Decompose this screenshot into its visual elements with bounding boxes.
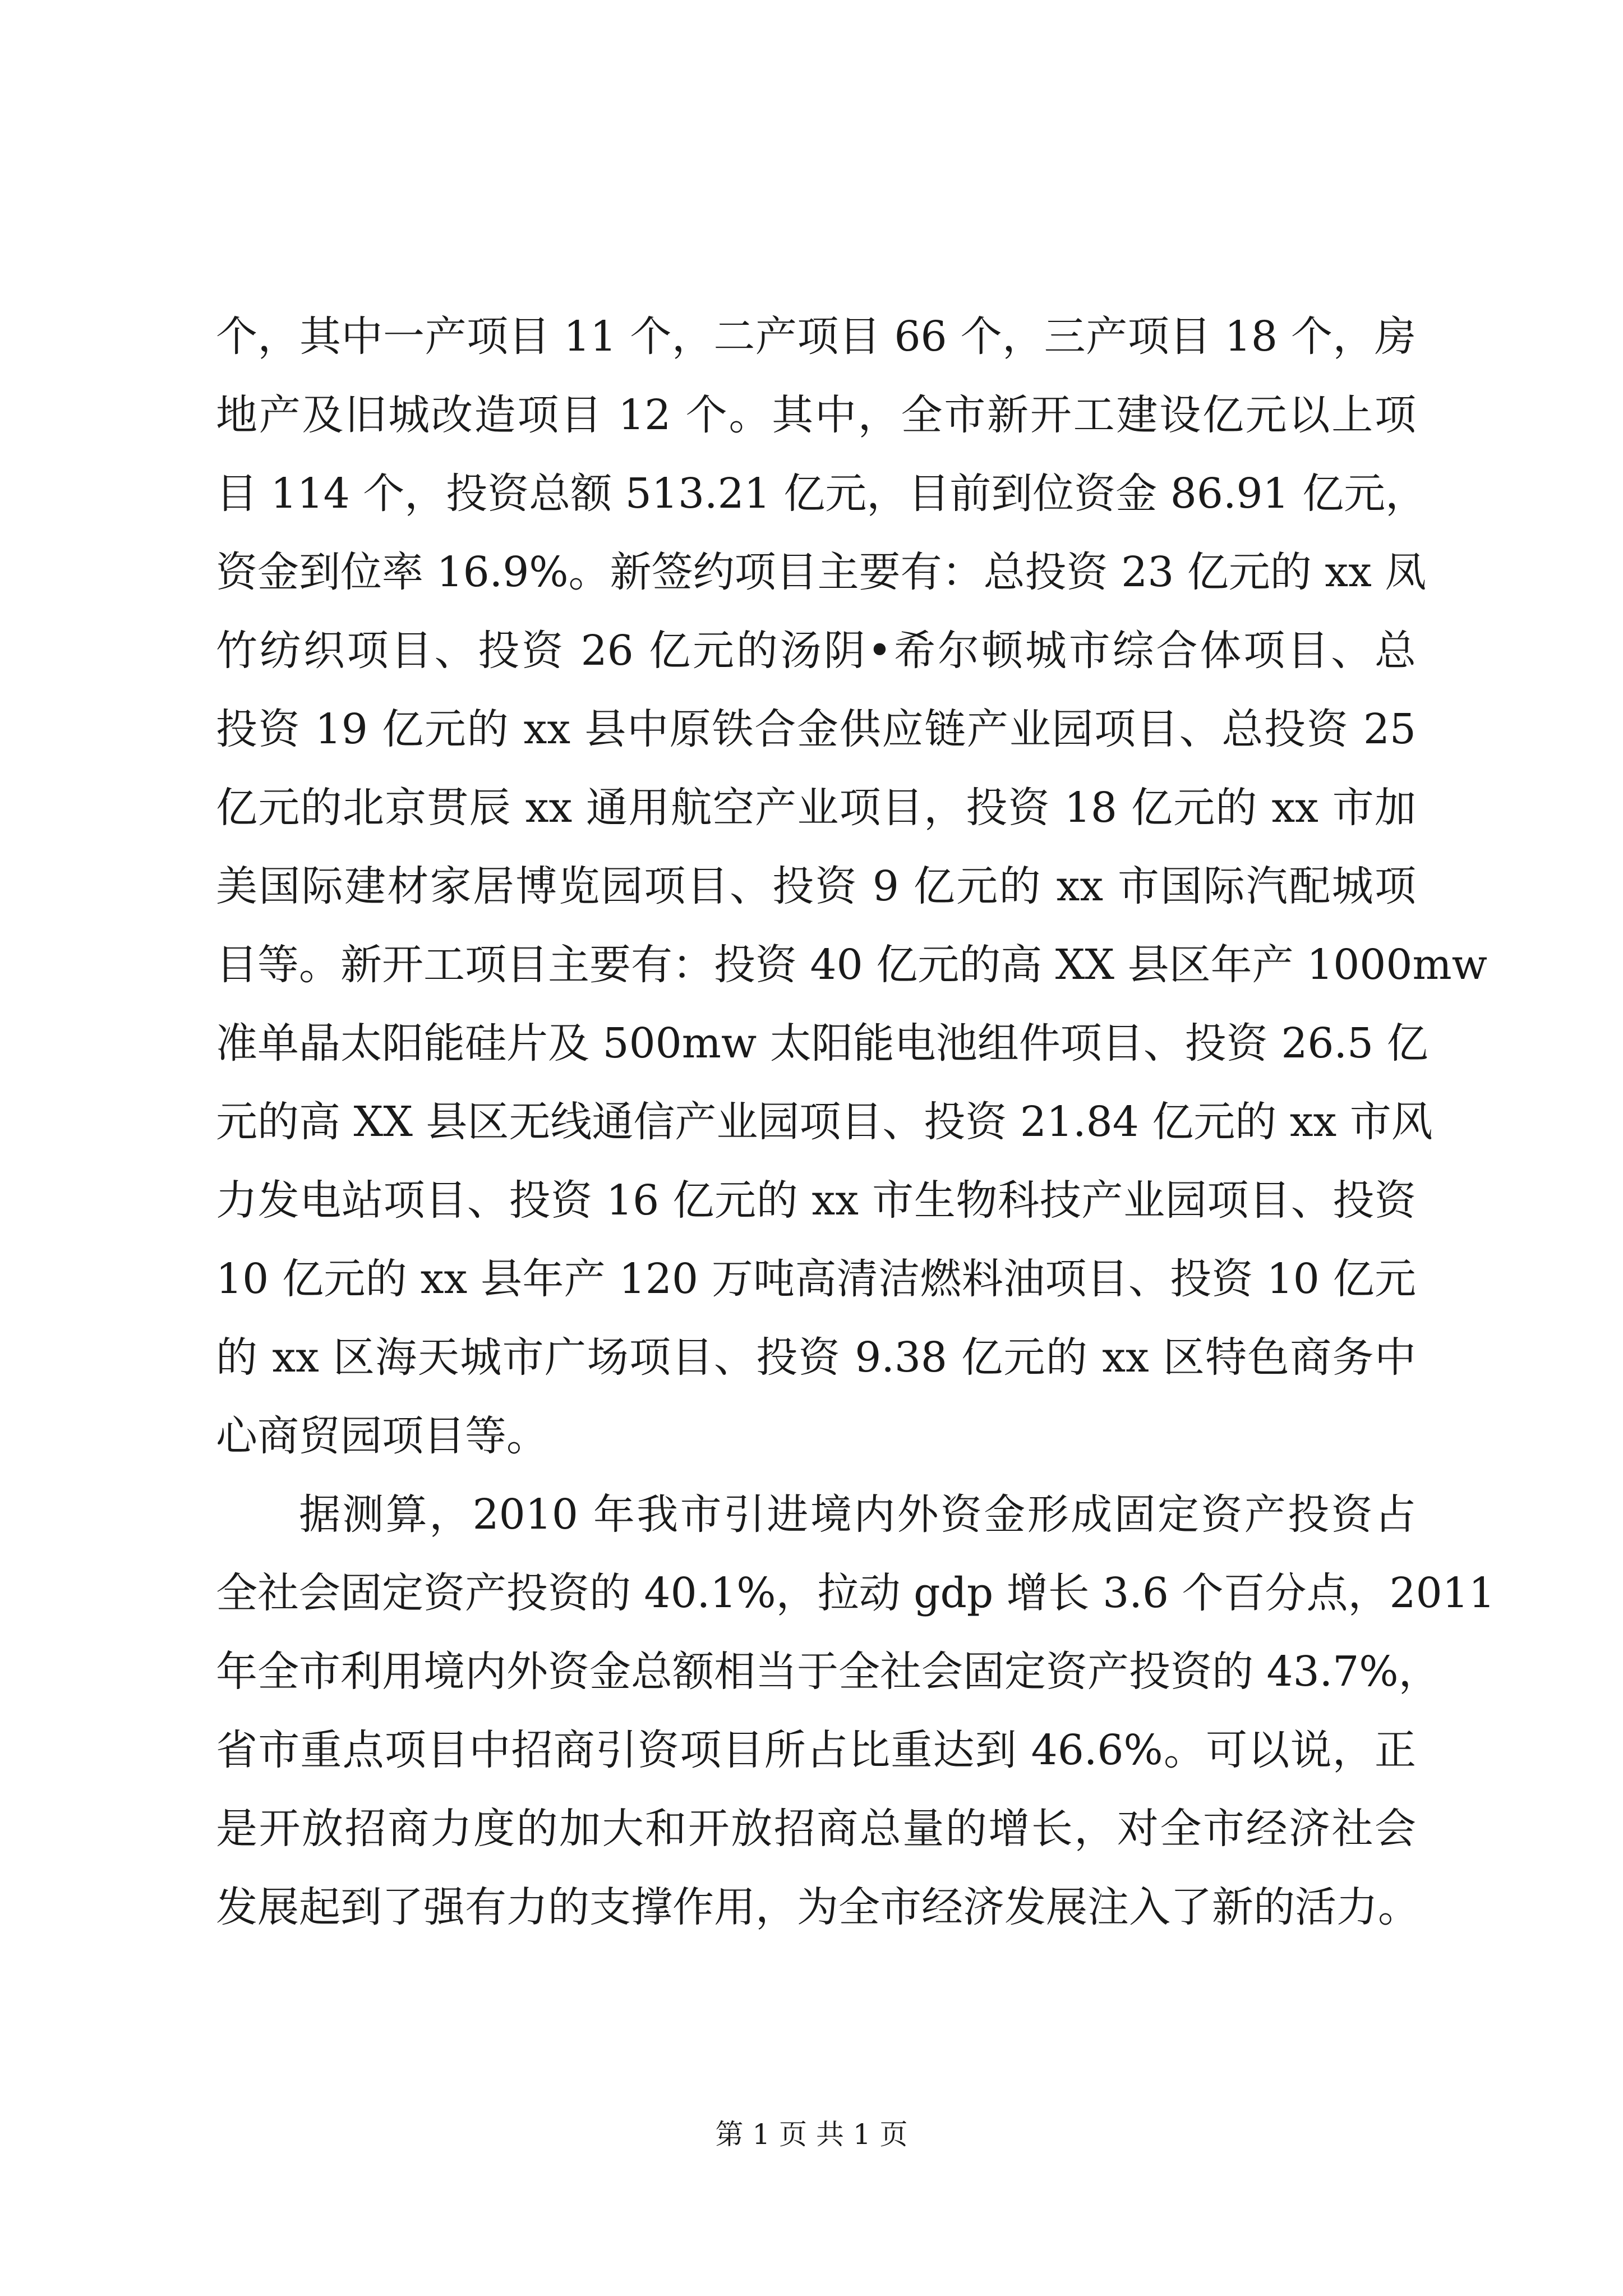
text-line: 发展起到了强有力的支撑作用，为全市经济发展注入了新的活力。 [216,1883,1419,1931]
text-line: 元的高 XX 县区无线通信产业园项目、投资 21.84 亿元的 xx 市风 [216,1098,1433,1146]
text-line: 10 亿元的 xx 县年产 120 万吨高清洁燃料油项目、投资 10 亿元 [216,1255,1416,1303]
text-line: 资金到位率 16.9%。新签约项目主要有：总投资 23 亿元的 xx 凤 [216,548,1427,596]
text-line: 年全市利用境内外资金总额相当于全社会固定资产投资的 43.7%， [216,1648,1440,1696]
paragraph-1 [216,297,1487,1475]
text-line: 投资 19 亿元的 xx 县中原铁合金供应链产业园项目、总投资 25 [216,705,1416,753]
text-line: 竹纺织项目、投资 26 亿元的汤阴•希尔顿城市综合体项目、总 [216,627,1416,675]
text-line: 目等。新开工项目主要有：投资 40 亿元的高 XX 县区年产 1000mw [216,941,1487,989]
text-line: 美国际建材家居博览园项目、投资 9 亿元的 xx 市国际汽配城项 [216,862,1416,910]
text-line: 全社会固定资产投资的 40.1%，拉动 gdp 增长 3.6 个百分点，2011 [216,1569,1495,1617]
text-line: 目 114 个，投资总额 513.21 亿元，目前到位资金 86.91 亿元， [216,470,1427,518]
text-line: 准单晶太阳能硅片及 500mw 太阳能电池组件项目、投资 26.5 亿 [216,1019,1428,1068]
text-line: 地产及旧城改造项目 12 个。其中，全市新开工建设亿元以上项 [216,391,1416,439]
paragraph-2 [216,1475,1495,1947]
text-line: 个，其中一产项目 11 个，二产项目 66 个，三产项目 18 个，房 [216,312,1416,361]
document-body [216,297,1495,1947]
text-line: 据测算，2010 年我市引进境内外资金形成固定资产投资占 [299,1490,1416,1539]
text-line: 是开放招商力度的加大和开放招商总量的增长，对全市经济社会 [216,1805,1416,1853]
text-line: 力发电站项目、投资 16 亿元的 xx 市生物科技产业园项目、投资 [216,1176,1416,1225]
page-footer: 第 1 页 共 1 页 [715,2118,908,2151]
text-line: 心商贸园项目等。 [216,1412,548,1460]
text-line: 的 xx 区海天城市广场项目、投资 9.38 亿元的 xx 区特色商务中 [216,1333,1416,1382]
text-line: 亿元的北京贯辰 xx 通用航空产业项目，投资 18 亿元的 xx 市加 [216,784,1416,832]
text-line: 省市重点项目中招商引资项目所占比重达到 46.6%。可以说，正 [216,1726,1416,1774]
